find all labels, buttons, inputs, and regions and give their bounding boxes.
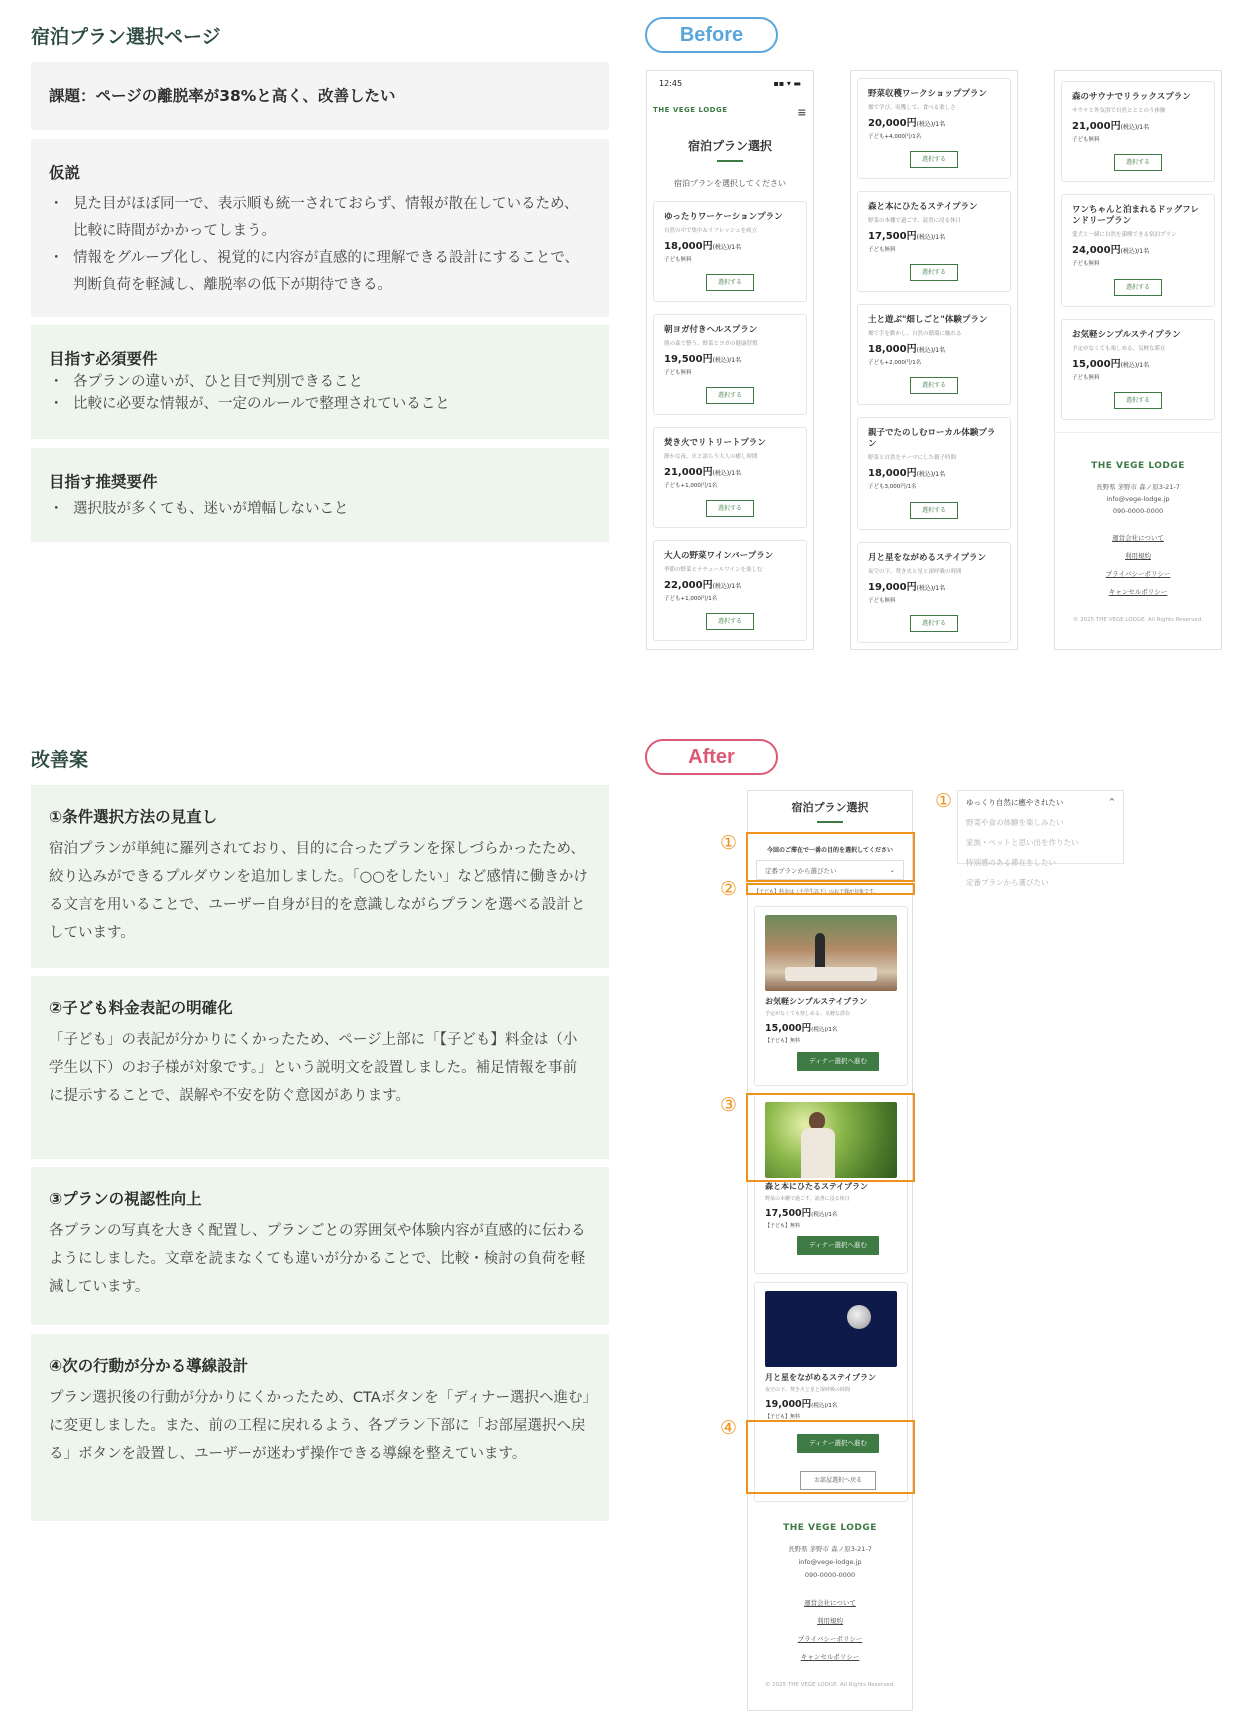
plan-desc: 静かな夜、火と語らう大人の癒し時間 xyxy=(664,454,758,460)
plan-card xyxy=(857,304,1011,405)
signal-icon: ▪▪ ▾ ▬ xyxy=(773,79,801,88)
plan-price: 19,000円(税込)/1名 xyxy=(868,582,946,593)
highlight-4 xyxy=(746,1420,915,1494)
dropdown-option[interactable]: 野菜や食の体験を楽しみたい xyxy=(966,818,1064,827)
select-value: 定番プランから選びたい xyxy=(765,867,837,875)
select-button[interactable]: 選択する xyxy=(910,615,958,632)
footer-link-terms[interactable]: 利用規約 xyxy=(1125,552,1151,560)
plan-desc: 予定がなくても楽しめる、気軽な滞在 xyxy=(1072,346,1166,352)
status-time: 12:45 xyxy=(659,79,683,88)
plan-desc: サウナと外気浴で自然とととのう体験 xyxy=(1072,108,1166,114)
plan-name: 野菜収穫ワークショッププラン xyxy=(868,89,987,99)
plan-name: 月と星をながめるステイプラン xyxy=(765,1373,877,1382)
plan-kids: 【子ども】無料 xyxy=(765,1038,801,1044)
after-badge: After xyxy=(645,739,778,775)
hypothesis-list xyxy=(49,191,591,299)
plan-desc: 夜空の下、焚き火と星と深呼吸の時間 xyxy=(765,1387,851,1393)
plan-kids: 子ども+2,000円/1名 xyxy=(868,360,922,366)
plan-name: 森と本にひたるステイプラン xyxy=(868,202,978,212)
select-button[interactable]: 選択する xyxy=(706,613,754,630)
plan-kids: 子ども+1,000円/1名 xyxy=(664,483,718,489)
plan-name: 月と星をながめるステイプラン xyxy=(868,553,986,563)
improvement-box-1 xyxy=(31,785,609,968)
dinner-cta-button[interactable]: ディナー選択へ進む xyxy=(797,1434,879,1453)
plan-photo-moon xyxy=(765,1291,897,1367)
plan-desc: 予定がなくても楽しめる、気軽な滞在 xyxy=(765,1011,851,1017)
page-title: 宿泊プラン選択 xyxy=(687,139,772,153)
before-phone-col-3 xyxy=(1054,70,1222,650)
plan-photo-living-room xyxy=(765,915,897,991)
must-item: ・ 比較に必要な情報が、一定のルールで整理されていること xyxy=(49,393,591,415)
select-button[interactable]: 選択する xyxy=(706,274,754,291)
improvement-text: 「子ども」の表記が分かりにくかったため、ページ上部に「【子ども】料金は（小学生以下）のお子様が対象です。」という説明文を設置しました。補足情報を事前に提示することで、誤解や不安を防ぐ意図があります。 xyxy=(49,1032,578,1104)
highlight-2 xyxy=(746,883,915,895)
select-button[interactable]: 選択する xyxy=(910,151,958,168)
before-phone-col-1 xyxy=(646,70,814,650)
plan-card xyxy=(653,201,807,302)
plan-desc: 朝の森で整う。野菜とヨガの健康習慣 xyxy=(664,341,758,347)
plan-price: 15,000円(税込)/1名 xyxy=(765,1023,838,1034)
improvement-title: ③プランの視認性向上 xyxy=(49,1190,202,1208)
status-bar xyxy=(647,71,813,88)
title-underline xyxy=(817,821,843,823)
improvement-box-4 xyxy=(31,1334,609,1521)
plan-name: 大人の野菜ワインバープラン xyxy=(664,551,774,561)
plan-name: お気軽シンプルステイプラン xyxy=(765,997,868,1006)
plan-price: 18,000円(税込)/1名 xyxy=(868,344,946,355)
recommended-list xyxy=(49,496,591,523)
recommended-item: ・ 選択肢が多くても、迷いが増幅しないこと xyxy=(49,496,591,523)
plan-name: ワンちゃんと泊まれるドッグフレンドリープラン xyxy=(1072,205,1199,226)
dropdown-option-selected[interactable]: ゆっくり自然に癒やされたい ^ xyxy=(966,797,1115,807)
dinner-cta-button[interactable]: ディナー選択へ進む xyxy=(797,1236,879,1255)
select-button[interactable]: 選択する xyxy=(1114,154,1162,171)
plan-card xyxy=(1061,194,1215,307)
purpose-dropdown-panel xyxy=(957,790,1124,887)
page-title: 宿泊プラン選択 xyxy=(791,801,869,814)
plan-card xyxy=(653,427,807,528)
plan-card xyxy=(857,542,1011,643)
plan-desc: 季節の野菜とナチュールワインを楽しむ xyxy=(664,567,763,573)
must-box xyxy=(31,325,609,439)
must-list xyxy=(49,371,591,415)
plan-name: 森と本にひたるステイプラン xyxy=(765,1182,869,1191)
plan-kids: 【子ども】無料 xyxy=(765,1223,801,1229)
plan-kids: 【子ども】無料 xyxy=(765,1414,801,1420)
plan-price: 20,000円(税込)/1名 xyxy=(868,118,946,129)
footer-links xyxy=(1055,529,1221,601)
improvement-text: 宿泊プランが単純に羅列されており、目的に合ったプランを探しづらかったため、絞り込みができるプルダウンを追加しました。「○○をしたい」など感情に働きかける文言を用いることで、ユーザー自身が目的を意識しながらプランを選べる設計としています。 xyxy=(49,841,588,941)
footer-copyright: © 2025 THE VEGE LODGE. All Rights Reserved. xyxy=(764,1682,896,1688)
hypothesis-item: ・ 見た目がほぼ同一で、表示順も統一されておらず、情報が散在しているため、比較に時間がかかってしまう。 xyxy=(49,191,591,245)
menu-icon[interactable]: ≡ xyxy=(797,106,807,119)
footer-brand: THE VEGE LODGE xyxy=(783,1523,877,1533)
select-button[interactable]: 選択する xyxy=(1114,392,1162,409)
site-footer xyxy=(1055,432,1221,623)
recommended-title: 目指す推奨要件 xyxy=(49,473,158,491)
dropdown-option[interactable]: 特別感のある滞在をしたい xyxy=(966,858,1056,867)
plan-desc: 野菜と自然をテーマにした親子時間 xyxy=(868,455,957,461)
plan-price: 19,000円(税込)/1名 xyxy=(765,1399,838,1410)
improvement-text: プラン選択後の行動が分かりにくかったため、CTAボタンを「ディナー選択へ進む」に変更しました。また、前の工程に戻れるよう、各プラン下部に「お部屋選択へ戻る」ボタンを設置し、ユーザーが迷わず操作できる導線を整えています。 xyxy=(49,1390,590,1462)
plan-kids: 子ども無料 xyxy=(868,598,896,604)
dropdown-option[interactable]: 定番プランから選びたい xyxy=(966,878,1049,887)
footer-copyright: © 2025 THE VEGE LODGE. All Rights Reserved. xyxy=(1072,617,1204,623)
plan-desc: 愛犬と一緒に自然を満喫できる宿泊プラン xyxy=(1072,232,1177,238)
plan-kids: 子ども無料 xyxy=(664,257,692,263)
plan-desc: 野菜の本棚で過ごす、読書に浸る休日 xyxy=(868,218,962,224)
select-button[interactable]: 選択する xyxy=(910,264,958,281)
select-button[interactable]: 選択する xyxy=(910,502,958,519)
improvement-title: ②子ども料金表記の明確化 xyxy=(49,999,233,1017)
plan-kids: 子ども無料 xyxy=(1072,375,1100,381)
plan-name: 土と遊ぶ"畑しごと"体験プラン xyxy=(868,315,988,325)
title-underline xyxy=(717,160,743,162)
plan-price: 22,000円(税込)/1名 xyxy=(664,580,742,591)
page-heading: 宿泊プラン選択ページ xyxy=(31,26,221,48)
select-button[interactable]: 選択する xyxy=(706,387,754,404)
footer-info: 長野県 茅野市 森ノ原3-21-7 info@vege-lodge.jp 090-0000-0000 xyxy=(1096,483,1180,515)
plan-card xyxy=(1061,81,1215,182)
after-phone xyxy=(747,790,913,1711)
plan-desc: 畑で手を動かし、自然の循環に触れる xyxy=(868,331,962,337)
kids-note: 【子ども】料金は（小学生以下）のお子様が対象です。 xyxy=(754,889,879,895)
improvement-heading: 改善案 xyxy=(31,749,89,771)
must-title: 目指す必須要件 xyxy=(49,350,158,368)
plan-name: 朝ヨガ付きヘルスプラン xyxy=(664,325,758,335)
plan-price: 17,500円(税込)/1名 xyxy=(868,231,946,242)
plan-name: 焚き火でリトリートプラン xyxy=(664,438,766,448)
footer-links xyxy=(748,1594,912,1666)
plan-card xyxy=(857,191,1011,292)
plan-kids: 子ども無料 xyxy=(1072,261,1100,267)
footer-link-cancel[interactable]: キャンセルポリシー xyxy=(800,1653,860,1661)
dropdown-option[interactable]: 家族・ペットと思い出を作りたい xyxy=(966,838,1079,847)
plan-kids: 子ども無料 xyxy=(1072,137,1100,143)
plan-name: お気軽シンプルステイプラン xyxy=(1072,330,1181,340)
marker-1: ① xyxy=(720,832,738,854)
footer-link-cancel[interactable]: キャンセルポリシー xyxy=(1108,588,1168,596)
plan-kids: 子ども無料 xyxy=(664,370,692,376)
plan-kids: 子ども+4,000円/1名 xyxy=(868,134,922,140)
plan-desc: 自然の中で集中＆リフレッシュを両立 xyxy=(664,228,758,234)
marker-3: ③ xyxy=(720,1094,738,1116)
issue-text: 課題：ページの離脱率が38%と高く、改善したい xyxy=(49,87,396,105)
footer-link-company[interactable]: 運営会社について xyxy=(1112,534,1164,542)
site-header xyxy=(647,88,813,119)
plan-desc: 畑で学び、収穫して、食べる楽しさ xyxy=(868,105,956,111)
plan-name: 森のサウナでリラックスプラン xyxy=(1072,92,1191,102)
footer-link-privacy[interactable]: プライバシーポリシー xyxy=(797,1635,863,1643)
back-to-room-button[interactable]: お部屋選択へ戻る xyxy=(800,1471,876,1490)
chevron-down-icon: ⌄ xyxy=(889,866,895,874)
logo[interactable]: THE VEGE LODGE xyxy=(653,106,728,114)
hypothesis-item: ・ 情報をグループ化し、視覚的に内容が直感的に理解できる設計にすることで、判断負荷を軽減し、離脱率の低下が期待できる。 xyxy=(49,245,591,299)
purpose-question: 今回のご滞在で一番の目的を選択してください xyxy=(766,847,893,854)
select-button[interactable]: 選択する xyxy=(910,377,958,394)
highlight-3 xyxy=(746,1093,915,1182)
plan-card xyxy=(857,417,1011,530)
select-button[interactable]: 選択する xyxy=(706,500,754,517)
dinner-cta-button[interactable]: ディナー選択へ進む xyxy=(797,1052,879,1071)
recommended-box xyxy=(31,448,609,542)
hypothesis-title: 仮説 xyxy=(49,164,81,182)
footer-info: 長野県 茅野市 森ノ原3-21-7 info@vege-lodge.jp 090-0000-0000 xyxy=(788,1545,872,1579)
plan-desc: 野菜の本棚で過ごす、読書に浸る休日 xyxy=(765,1196,850,1202)
footer-brand: THE VEGE LODGE xyxy=(1091,461,1185,471)
plan-kids: 子ども無料 xyxy=(868,247,896,253)
before-phone-col-2 xyxy=(850,70,1018,650)
issue-box xyxy=(31,62,609,130)
marker-4: ④ xyxy=(720,1417,738,1439)
site-footer xyxy=(748,1523,912,1688)
plan-price: 21,000円(税込)/1名 xyxy=(1072,121,1150,132)
plan-card xyxy=(754,906,908,1086)
plan-kids: 子ども+1,000円/1名 xyxy=(664,596,718,602)
page-subtitle: 宿泊プランを選択してください xyxy=(674,179,786,188)
must-item: ・ 各プランの違いが、ひと目で判別できること xyxy=(49,371,591,393)
hypothesis-box xyxy=(31,139,609,317)
before-badge: Before xyxy=(645,17,778,53)
plan-card xyxy=(653,540,807,641)
marker-1-dropdown: ① xyxy=(935,790,953,812)
select-button[interactable]: 選択する xyxy=(1114,279,1162,296)
footer-link-company[interactable]: 運営会社について xyxy=(804,1599,856,1607)
footer-link-terms[interactable]: 利用規約 xyxy=(817,1617,843,1625)
plan-kids: 子ども3,000円/1名 xyxy=(868,484,917,490)
plan-price: 17,500円(税込)/1名 xyxy=(765,1208,838,1219)
improvement-box-3 xyxy=(31,1167,609,1325)
plan-name: 親子でたのしむローカル体験プラン xyxy=(868,428,996,449)
marker-2: ② xyxy=(720,878,738,900)
plan-price: 18,000円(税込)/1名 xyxy=(868,468,946,479)
improvement-title: ①条件選択方法の見直し xyxy=(49,808,218,826)
plan-price: 24,000円(税込)/1名 xyxy=(1072,245,1150,256)
plan-name: ゆったりワーケーションプラン xyxy=(664,212,783,222)
plan-price: 18,000円(税込)/1名 xyxy=(664,241,742,252)
plan-price: 21,000円(税込)/1名 xyxy=(664,467,742,478)
footer-link-privacy[interactable]: プライバシーポリシー xyxy=(1105,570,1171,578)
improvement-text: 各プランの写真を大きく配置し、プランごとの雰囲気や体験内容が直感的に伝わるようにしました。文章を読まなくても違いが分かることで、比較・検討の負荷を軽減しています。 xyxy=(49,1223,586,1295)
highlight-1 xyxy=(746,832,915,882)
plan-price: 15,000円(税込)/1名 xyxy=(1072,359,1150,370)
plan-price: 19,500円(税込)/1名 xyxy=(664,354,742,365)
plan-card xyxy=(857,78,1011,179)
chevron-up-icon: ^ xyxy=(1108,797,1115,806)
plan-card xyxy=(653,314,807,415)
plan-card xyxy=(1061,319,1215,420)
improvement-box-2 xyxy=(31,976,609,1159)
improvement-title: ④次の行動が分かる導線設計 xyxy=(49,1357,249,1375)
plan-desc: 夜空の下、焚き火と星と深呼吸の時間 xyxy=(868,569,962,575)
